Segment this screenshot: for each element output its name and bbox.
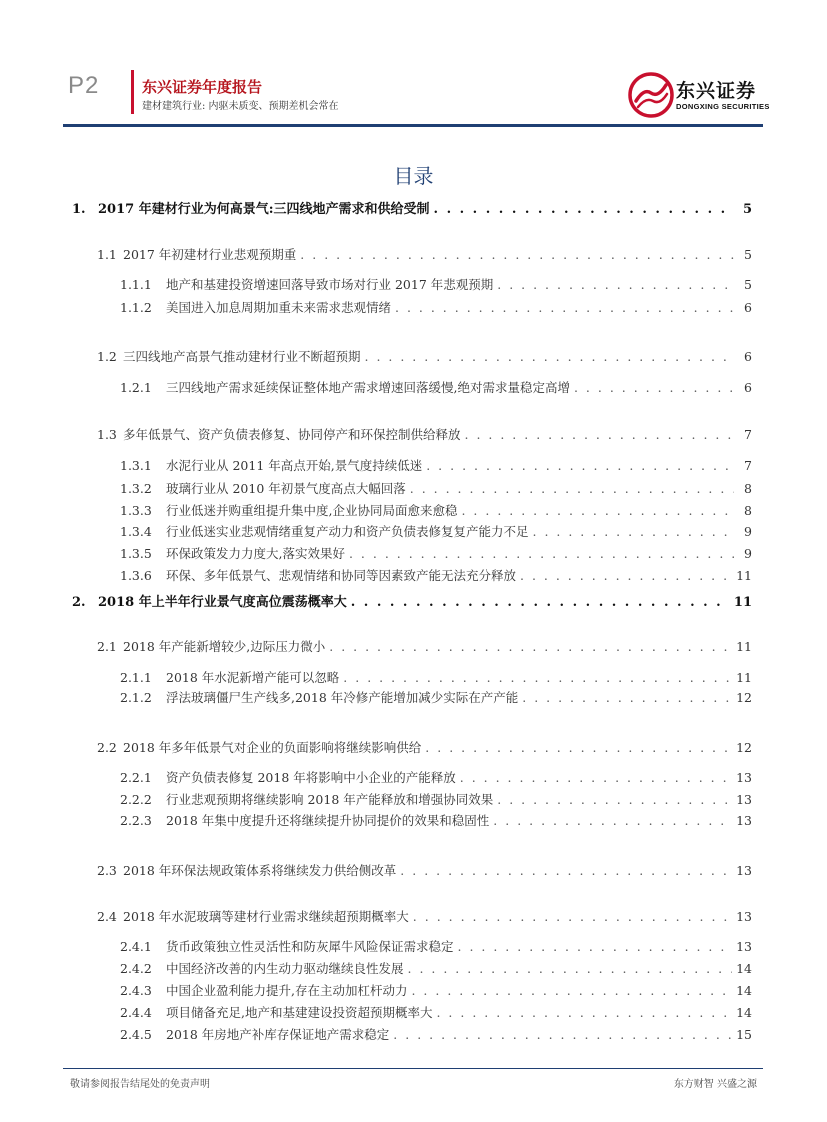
toc-entry-page: 7 <box>744 458 752 473</box>
report-subtitle: 建材建筑行业: 内驱未质变、预期差机会常在 <box>142 101 339 112</box>
toc-entry-1-3-2[interactable] <box>120 479 752 497</box>
toc-entry-number: 1.2 <box>97 349 117 364</box>
toc-entry-title: 三四线地产需求延续保证整体地产需求增速回落缓慢,绝对需求量稳定高增 <box>166 380 570 395</box>
toc-entry-2-4[interactable] <box>97 907 752 925</box>
toc-entry-number: 2.2.2 <box>120 792 152 807</box>
toc-entry-page: 5 <box>742 202 752 217</box>
toc-entry-page: 6 <box>744 349 752 364</box>
toc-entry-number: 2.4.2 <box>120 961 152 976</box>
toc-entry-1-3[interactable] <box>97 425 752 443</box>
toc-entry-number: 2.2.1 <box>120 770 152 785</box>
toc-entry-2-4-2[interactable] <box>120 959 752 977</box>
toc-entry-page: 14 <box>736 1005 752 1020</box>
logo-mark-icon <box>628 72 674 118</box>
toc-leader-dots <box>426 458 734 473</box>
toc-entry-2-1-1[interactable] <box>120 668 752 686</box>
toc-entry-2-2-2[interactable] <box>120 790 752 808</box>
toc-entry-page: 11 <box>736 568 752 583</box>
toc-entry-title: 环保、多年低景气、悲观情绪和协同等因素致产能无法充分释放 <box>166 568 517 583</box>
toc-entry-2-4-4[interactable] <box>120 1003 752 1021</box>
toc-entry-1-1-2[interactable] <box>120 298 752 316</box>
toc-entry-1-1[interactable] <box>97 245 752 263</box>
toc-entry-number: 2.4.3 <box>120 983 152 998</box>
toc-entry-page: 7 <box>744 427 752 442</box>
toc-leader-dots <box>365 349 734 364</box>
toc-entry-2-3[interactable] <box>97 861 752 879</box>
toc-entry-2-4-5[interactable] <box>120 1025 752 1043</box>
header-rule <box>63 124 763 127</box>
toc-entry-2-1-2[interactable] <box>120 688 752 706</box>
footer-slogan: 东方财智 兴盛之源 <box>673 1079 757 1090</box>
toc-leader-dots <box>461 503 734 518</box>
toc-leader-dots <box>522 690 732 705</box>
toc-title: 目录 <box>393 164 434 188</box>
toc-entry-title: 货币政策独立性灵活性和防灰犀牛风险保证需求稳定 <box>166 939 454 954</box>
toc-entry-title: 水泥行业从 2011 年高点开始,景气度持续低迷 <box>166 458 423 473</box>
toc-entry-1-3-6[interactable] <box>120 566 752 584</box>
toc-entry-page: 12 <box>736 740 752 755</box>
toc-entry-number: 1.3 <box>97 427 117 442</box>
toc-entry-title: 多年低景气、资产负债表修复、协同停产和环保控制供给释放 <box>123 427 461 442</box>
toc-entry-title: 地产和基建投资增速回落导致市场对行业 2017 年悲观预期 <box>166 277 494 292</box>
toc-leader-dots <box>395 300 734 315</box>
toc-entry-number: 1.1.2 <box>120 300 152 315</box>
toc-entry-title: 美国进入加息周期加重未来需求悲观情绪 <box>166 300 392 315</box>
toc-entry-title: 项目储备充足,地产和基建建设投资超预期概率大 <box>166 1005 433 1020</box>
toc-entry-page: 12 <box>736 690 752 705</box>
toc-leader-dots <box>393 1027 732 1042</box>
toc-entry-page: 6 <box>744 300 752 315</box>
toc-entry-number: 2. <box>72 595 86 610</box>
toc-leader-dots <box>574 380 734 395</box>
toc-entry-page: 11 <box>733 595 752 610</box>
toc-entry-number: 2.3 <box>97 863 117 878</box>
toc-entry-title: 浮法玻璃僵尸生产线多,2018 年冷修产能增加减少实际在产产能 <box>166 690 519 705</box>
toc-entry-2-2-3[interactable] <box>120 811 752 829</box>
toc-entry-page: 13 <box>736 770 752 785</box>
toc-entry-2-2[interactable] <box>97 738 752 756</box>
toc-entry-page: 5 <box>744 247 752 262</box>
toc-entry-title: 环保政策发力力度大,落实效果好 <box>166 546 345 561</box>
toc-leader-dots <box>411 983 732 998</box>
toc-entry-page: 5 <box>744 277 752 292</box>
toc-entry-page: 9 <box>744 546 752 561</box>
toc-entry-1-3-1[interactable] <box>120 456 752 474</box>
toc-entry-number: 1.3.4 <box>120 524 152 539</box>
toc-entry-page: 11 <box>736 639 752 654</box>
toc-leader-dots <box>434 202 734 217</box>
page-label: P2 <box>68 72 100 99</box>
toc-leader-dots <box>413 909 732 924</box>
toc-entry-page: 13 <box>736 792 752 807</box>
toc-leader-dots <box>410 481 734 496</box>
toc-entry-title: 2018 年集中度提升还将继续提升协同提价的效果和稳固性 <box>166 813 490 828</box>
logo-en-text: DONGXING SECURITIES <box>676 102 770 111</box>
toc-entry-title: 三四线地产高景气推动建材行业不断超预期 <box>123 349 361 364</box>
toc-entry-page: 13 <box>736 939 752 954</box>
toc-leader-dots <box>300 247 734 262</box>
toc-entry-page: 11 <box>736 670 752 685</box>
toc-entry-1-3-4[interactable] <box>120 522 752 540</box>
toc-entry-page: 13 <box>736 813 752 828</box>
toc-entry-number: 1. <box>72 202 86 217</box>
toc-leader-dots <box>520 568 732 583</box>
toc-entry-number: 1.1 <box>97 247 117 262</box>
toc-entry-2-2-1[interactable] <box>120 768 752 786</box>
toc-entry-number: 1.3.1 <box>120 458 152 473</box>
toc-entry-page: 13 <box>736 863 752 878</box>
toc-entry-1[interactable] <box>72 198 752 217</box>
toc-entry-1-2-1[interactable] <box>120 378 752 396</box>
company-logo <box>628 72 770 118</box>
toc-entry-number: 2.1 <box>97 639 117 654</box>
toc-entry-number: 1.2.1 <box>120 380 152 395</box>
toc-leader-dots <box>533 524 734 539</box>
toc-entry-title: 玻璃行业从 2010 年初景气度高点大幅回落 <box>166 481 406 496</box>
toc-entry-number: 2.4.1 <box>120 939 152 954</box>
toc-entry-number: 2.2.3 <box>120 813 152 828</box>
toc-entry-number: 1.3.6 <box>120 568 152 583</box>
toc-entry-title: 资产负债表修复 2018 年将影响中小企业的产能释放 <box>166 770 456 785</box>
toc-entry-page: 15 <box>736 1027 752 1042</box>
toc-entry-2-4-1[interactable] <box>120 937 752 955</box>
toc-entry-title: 2018 年多年低景气对企业的负面影响将继续影响供给 <box>123 740 422 755</box>
footer-disclaimer: 敬请参阅报告结尾处的免责声明 <box>70 1079 210 1090</box>
toc-entry-page: 6 <box>744 380 752 395</box>
toc-leader-dots <box>493 813 732 828</box>
toc-entry-1-2[interactable] <box>97 347 752 365</box>
toc-entry-title: 行业低迷实业悲观情绪重复产动力和资产负债表修复复产能力不足 <box>166 524 529 539</box>
toc-entry-2[interactable] <box>72 591 752 610</box>
toc-leader-dots <box>436 1005 732 1020</box>
toc-entry-number: 1.3.2 <box>120 481 152 496</box>
toc-leader-dots <box>425 740 732 755</box>
toc-entry-number: 2.1.1 <box>120 670 152 685</box>
toc-entry-title: 中国经济改善的内生动力驱动继续良性发展 <box>166 961 404 976</box>
toc-entry-2-4-3[interactable] <box>120 981 752 999</box>
toc-entry-page: 14 <box>736 961 752 976</box>
toc-entry-title: 2018 年上半年行业景气度高位震荡概率大 <box>98 595 347 610</box>
toc-leader-dots <box>497 792 732 807</box>
toc-leader-dots <box>349 546 734 561</box>
toc-leader-dots <box>351 595 730 610</box>
toc-leader-dots <box>465 427 734 442</box>
toc-entry-title: 中国企业盈利能力提升,存在主动加杠杆动力 <box>166 983 408 998</box>
toc-entry-page: 8 <box>744 481 752 496</box>
header-accent-bar <box>131 70 134 114</box>
toc-entry-title: 行业低迷并购重组提升集中度,企业协同局面愈来愈稳 <box>166 503 458 518</box>
toc-leader-dots <box>343 670 732 685</box>
toc-entry-title: 行业悲观预期将继续影响 2018 年产能释放和增强协同效果 <box>166 792 494 807</box>
toc-entry-number: 2.1.2 <box>120 690 152 705</box>
toc-entry-number: 2.4.4 <box>120 1005 152 1020</box>
toc-leader-dots <box>497 277 734 292</box>
toc-entry-1-1-1[interactable] <box>120 275 752 293</box>
toc-leader-dots <box>460 770 732 785</box>
toc-leader-dots <box>400 863 732 878</box>
toc-leader-dots <box>408 961 733 976</box>
report-title: 东兴证券年度报告 <box>142 78 263 96</box>
toc-entry-page: 9 <box>744 524 752 539</box>
toc-entry-number: 1.1.1 <box>120 277 152 292</box>
toc-entry-number: 1.3.5 <box>120 546 152 561</box>
toc-entry-number: 2.2 <box>97 740 117 755</box>
footer-rule <box>63 1068 763 1069</box>
toc-entry-number: 1.3.3 <box>120 503 152 518</box>
toc-leader-dots <box>329 639 732 654</box>
toc-entry-page: 14 <box>736 983 752 998</box>
toc-entry-number: 2.4 <box>97 909 117 924</box>
toc-entry-1-3-5[interactable] <box>120 544 752 562</box>
toc-leader-dots <box>458 939 733 954</box>
toc-entry-2-1[interactable] <box>97 637 752 655</box>
toc-entry-title: 2018 年产能新增较少,边际压力微小 <box>123 639 326 654</box>
toc-entry-1-3-3[interactable] <box>120 501 752 519</box>
toc-entry-page: 8 <box>744 503 752 518</box>
logo-cn-text: 东兴证券 <box>676 80 757 102</box>
toc-entry-title: 2018 年水泥玻璃等建材行业需求继续超预期概率大 <box>123 909 409 924</box>
toc-entry-title: 2017 年初建材行业悲观预期重 <box>123 247 297 262</box>
toc-entry-number: 2.4.5 <box>120 1027 152 1042</box>
toc-entry-page: 13 <box>736 909 752 924</box>
toc-entry-title: 2018 年环保法规政策体系将继续发力供给侧改革 <box>123 863 397 878</box>
toc-entry-title: 2017 年建材行业为何高景气:三四线地产需求和供给受制 <box>98 202 430 217</box>
toc-entry-title: 2018 年房地产补库存保证地产需求稳定 <box>166 1027 390 1042</box>
toc-entry-title: 2018 年水泥新增产能可以忽略 <box>166 670 340 685</box>
